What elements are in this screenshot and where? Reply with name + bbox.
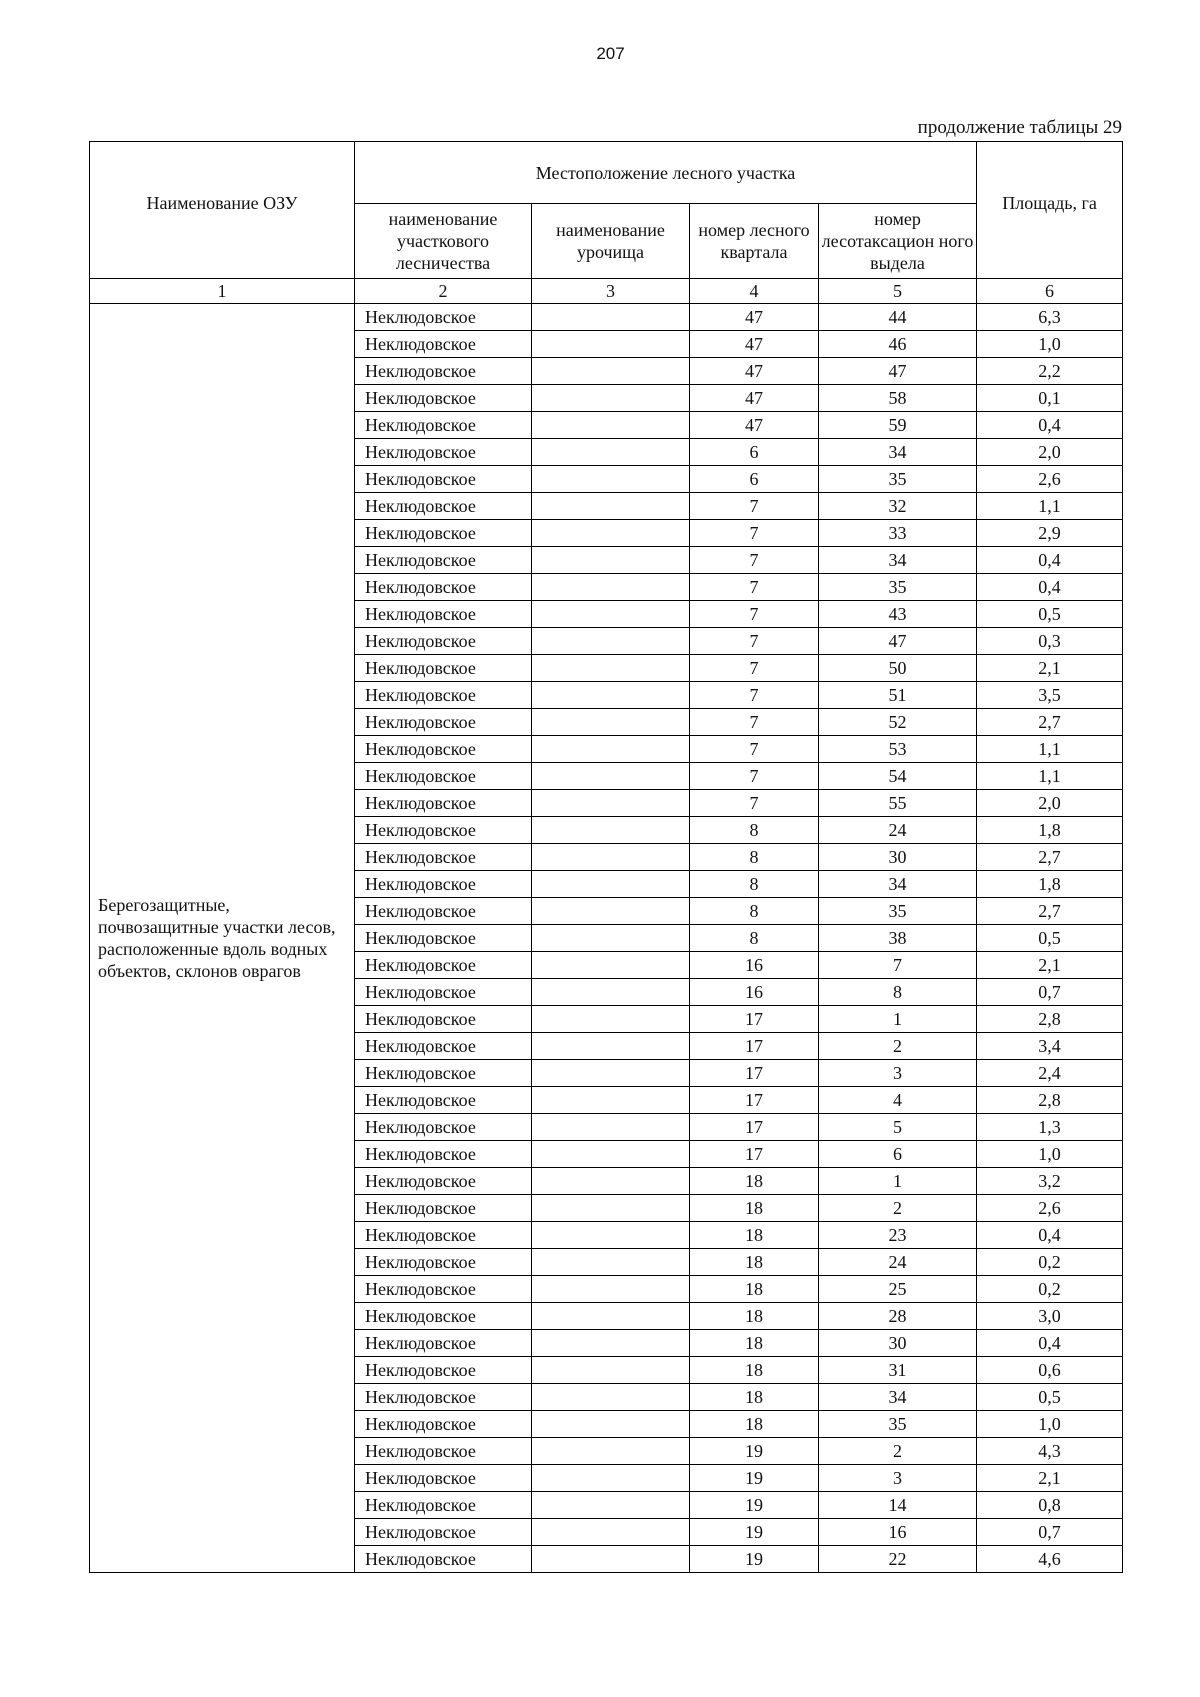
area-cell: 1,0 bbox=[977, 331, 1123, 358]
tract-cell bbox=[532, 1492, 690, 1519]
column-number: 4 bbox=[690, 279, 819, 304]
section-cell: 35 bbox=[819, 466, 977, 493]
forestry-cell: Неклюдовское bbox=[355, 655, 532, 682]
area-cell: 0,6 bbox=[977, 1357, 1123, 1384]
section-cell: 24 bbox=[819, 817, 977, 844]
section-cell: 50 bbox=[819, 655, 977, 682]
tract-cell bbox=[532, 1384, 690, 1411]
forestry-cell: Неклюдовское bbox=[355, 763, 532, 790]
forestry-cell: Неклюдовское bbox=[355, 574, 532, 601]
header-quarter: номер лесного квартала bbox=[690, 204, 819, 279]
tract-cell bbox=[532, 520, 690, 547]
quarter-cell: 7 bbox=[690, 601, 819, 628]
section-cell: 34 bbox=[819, 871, 977, 898]
section-cell: 28 bbox=[819, 1303, 977, 1330]
quarter-cell: 7 bbox=[690, 493, 819, 520]
tract-cell bbox=[532, 1330, 690, 1357]
tract-cell bbox=[532, 1141, 690, 1168]
tract-cell bbox=[532, 1411, 690, 1438]
forestry-cell: Неклюдовское bbox=[355, 1384, 532, 1411]
quarter-cell: 8 bbox=[690, 898, 819, 925]
quarter-cell: 19 bbox=[690, 1492, 819, 1519]
area-cell: 1,1 bbox=[977, 493, 1123, 520]
section-cell: 38 bbox=[819, 925, 977, 952]
tract-cell bbox=[532, 709, 690, 736]
area-cell: 0,7 bbox=[977, 1519, 1123, 1546]
forestry-cell: Неклюдовское bbox=[355, 466, 532, 493]
section-cell: 47 bbox=[819, 628, 977, 655]
area-cell: 2,7 bbox=[977, 844, 1123, 871]
forestry-cell: Неклюдовское bbox=[355, 520, 532, 547]
tract-cell bbox=[532, 898, 690, 925]
section-cell: 16 bbox=[819, 1519, 977, 1546]
tract-cell bbox=[532, 493, 690, 520]
area-cell: 0,4 bbox=[977, 412, 1123, 439]
section-cell: 3 bbox=[819, 1060, 977, 1087]
column-number: 6 bbox=[977, 279, 1123, 304]
quarter-cell: 18 bbox=[690, 1222, 819, 1249]
forestry-cell: Неклюдовское bbox=[355, 1330, 532, 1357]
section-cell: 22 bbox=[819, 1546, 977, 1573]
forestry-cell: Неклюдовское bbox=[355, 925, 532, 952]
header-area: Площадь, га bbox=[977, 142, 1123, 279]
tract-cell bbox=[532, 1060, 690, 1087]
tract-cell bbox=[532, 1465, 690, 1492]
tract-cell bbox=[532, 1438, 690, 1465]
tract-cell bbox=[532, 925, 690, 952]
forestry-cell: Неклюдовское bbox=[355, 385, 532, 412]
section-cell: 31 bbox=[819, 1357, 977, 1384]
section-cell: 51 bbox=[819, 682, 977, 709]
area-cell: 0,4 bbox=[977, 1222, 1123, 1249]
tract-cell bbox=[532, 871, 690, 898]
quarter-cell: 17 bbox=[690, 1087, 819, 1114]
tract-cell bbox=[532, 412, 690, 439]
area-cell: 1,1 bbox=[977, 763, 1123, 790]
forestry-cell: Неклюдовское bbox=[355, 1519, 532, 1546]
ozu-name-cell: Берегозащитные, почвозащитные участки лесов, расположенные вдоль водных объектов, склонов оврагов bbox=[90, 304, 355, 1573]
quarter-cell: 8 bbox=[690, 925, 819, 952]
forestry-cell: Неклюдовское bbox=[355, 1492, 532, 1519]
forestry-cell: Неклюдовское bbox=[355, 871, 532, 898]
quarter-cell: 18 bbox=[690, 1384, 819, 1411]
forestry-cell: Неклюдовское bbox=[355, 1087, 532, 1114]
area-cell: 6,3 bbox=[977, 304, 1123, 331]
section-cell: 34 bbox=[819, 1384, 977, 1411]
header-location: Местоположение лесного участка bbox=[355, 142, 977, 204]
forestry-cell: Неклюдовское bbox=[355, 1465, 532, 1492]
quarter-cell: 7 bbox=[690, 628, 819, 655]
area-cell: 1,8 bbox=[977, 871, 1123, 898]
tract-cell bbox=[532, 1114, 690, 1141]
forestry-cell: Неклюдовское bbox=[355, 898, 532, 925]
area-cell: 1,0 bbox=[977, 1411, 1123, 1438]
tract-cell bbox=[532, 682, 690, 709]
quarter-cell: 6 bbox=[690, 439, 819, 466]
tract-cell bbox=[532, 1168, 690, 1195]
tract-cell bbox=[532, 952, 690, 979]
area-cell: 0,5 bbox=[977, 925, 1123, 952]
section-cell: 35 bbox=[819, 1411, 977, 1438]
tract-cell bbox=[532, 1249, 690, 1276]
area-cell: 0,2 bbox=[977, 1276, 1123, 1303]
area-cell: 2,7 bbox=[977, 898, 1123, 925]
tract-cell bbox=[532, 628, 690, 655]
area-cell: 2,0 bbox=[977, 790, 1123, 817]
area-cell: 0,1 bbox=[977, 385, 1123, 412]
quarter-cell: 47 bbox=[690, 358, 819, 385]
quarter-cell: 16 bbox=[690, 979, 819, 1006]
area-cell: 2,4 bbox=[977, 1060, 1123, 1087]
quarter-cell: 18 bbox=[690, 1411, 819, 1438]
header-ozu-name: Наименование ОЗУ bbox=[90, 142, 355, 279]
column-number: 1 bbox=[90, 279, 355, 304]
area-cell: 0,5 bbox=[977, 1384, 1123, 1411]
quarter-cell: 8 bbox=[690, 844, 819, 871]
forestry-cell: Неклюдовское bbox=[355, 1411, 532, 1438]
section-cell: 24 bbox=[819, 1249, 977, 1276]
forestry-cell: Неклюдовское bbox=[355, 682, 532, 709]
tract-cell bbox=[532, 1195, 690, 1222]
forestry-cell: Неклюдовское bbox=[355, 439, 532, 466]
tract-cell bbox=[532, 1276, 690, 1303]
tract-cell bbox=[532, 358, 690, 385]
forestry-cell: Неклюдовское bbox=[355, 1195, 532, 1222]
quarter-cell: 47 bbox=[690, 385, 819, 412]
area-cell: 4,6 bbox=[977, 1546, 1123, 1573]
section-cell: 8 bbox=[819, 979, 977, 1006]
area-cell: 1,1 bbox=[977, 736, 1123, 763]
area-cell: 2,8 bbox=[977, 1006, 1123, 1033]
area-cell: 4,3 bbox=[977, 1438, 1123, 1465]
section-cell: 53 bbox=[819, 736, 977, 763]
forestry-cell: Неклюдовское bbox=[355, 1033, 532, 1060]
quarter-cell: 8 bbox=[690, 817, 819, 844]
area-cell: 0,2 bbox=[977, 1249, 1123, 1276]
quarter-cell: 16 bbox=[690, 952, 819, 979]
table-continuation-caption: продолжение таблицы 29 bbox=[917, 117, 1122, 138]
tract-cell bbox=[532, 331, 690, 358]
tract-cell bbox=[532, 1546, 690, 1573]
quarter-cell: 18 bbox=[690, 1249, 819, 1276]
quarter-cell: 7 bbox=[690, 790, 819, 817]
section-cell: 58 bbox=[819, 385, 977, 412]
tract-cell bbox=[532, 790, 690, 817]
quarter-cell: 6 bbox=[690, 466, 819, 493]
quarter-cell: 7 bbox=[690, 520, 819, 547]
forestry-cell: Неклюдовское bbox=[355, 304, 532, 331]
tract-cell bbox=[532, 1033, 690, 1060]
quarter-cell: 7 bbox=[690, 682, 819, 709]
tract-cell bbox=[532, 1222, 690, 1249]
section-cell: 34 bbox=[819, 439, 977, 466]
header-section: номер лесотаксацион ного выдела bbox=[819, 204, 977, 279]
forestry-cell: Неклюдовское bbox=[355, 1222, 532, 1249]
area-cell: 1,8 bbox=[977, 817, 1123, 844]
header-forestry: наименование участкового лесничества bbox=[355, 204, 532, 279]
section-cell: 33 bbox=[819, 520, 977, 547]
section-cell: 2 bbox=[819, 1033, 977, 1060]
area-cell: 3,0 bbox=[977, 1303, 1123, 1330]
quarter-cell: 18 bbox=[690, 1276, 819, 1303]
section-cell: 47 bbox=[819, 358, 977, 385]
quarter-cell: 18 bbox=[690, 1330, 819, 1357]
forestry-cell: Неклюдовское bbox=[355, 979, 532, 1006]
ozu-table bbox=[89, 141, 1123, 1573]
forestry-cell: Неклюдовское bbox=[355, 1546, 532, 1573]
section-cell: 4 bbox=[819, 1087, 977, 1114]
tract-cell bbox=[532, 763, 690, 790]
area-cell: 2,9 bbox=[977, 520, 1123, 547]
area-cell: 2,6 bbox=[977, 1195, 1123, 1222]
forestry-cell: Неклюдовское bbox=[355, 601, 532, 628]
quarter-cell: 18 bbox=[690, 1303, 819, 1330]
section-cell: 54 bbox=[819, 763, 977, 790]
tract-cell bbox=[532, 466, 690, 493]
quarter-cell: 17 bbox=[690, 1141, 819, 1168]
forestry-cell: Неклюдовское bbox=[355, 1303, 532, 1330]
area-cell: 1,3 bbox=[977, 1114, 1123, 1141]
tract-cell bbox=[532, 655, 690, 682]
area-cell: 0,4 bbox=[977, 547, 1123, 574]
quarter-cell: 18 bbox=[690, 1168, 819, 1195]
quarter-cell: 7 bbox=[690, 574, 819, 601]
column-number-row bbox=[90, 279, 1123, 304]
forestry-cell: Неклюдовское bbox=[355, 547, 532, 574]
header-tract: наименование урочища bbox=[532, 204, 690, 279]
quarter-cell: 19 bbox=[690, 1465, 819, 1492]
area-cell: 2,2 bbox=[977, 358, 1123, 385]
section-cell: 35 bbox=[819, 898, 977, 925]
column-number: 3 bbox=[532, 279, 690, 304]
tract-cell bbox=[532, 736, 690, 763]
tract-cell bbox=[532, 304, 690, 331]
section-cell: 6 bbox=[819, 1141, 977, 1168]
quarter-cell: 17 bbox=[690, 1060, 819, 1087]
quarter-cell: 47 bbox=[690, 331, 819, 358]
forestry-cell: Неклюдовское bbox=[355, 1249, 532, 1276]
forestry-cell: Неклюдовское bbox=[355, 1438, 532, 1465]
quarter-cell: 7 bbox=[690, 709, 819, 736]
section-cell: 14 bbox=[819, 1492, 977, 1519]
forestry-cell: Неклюдовское bbox=[355, 331, 532, 358]
quarter-cell: 17 bbox=[690, 1114, 819, 1141]
section-cell: 59 bbox=[819, 412, 977, 439]
quarter-cell: 47 bbox=[690, 412, 819, 439]
section-cell: 44 bbox=[819, 304, 977, 331]
quarter-cell: 18 bbox=[690, 1195, 819, 1222]
forestry-cell: Неклюдовское bbox=[355, 790, 532, 817]
forestry-cell: Неклюдовское bbox=[355, 844, 532, 871]
quarter-cell: 17 bbox=[690, 1006, 819, 1033]
tract-cell bbox=[532, 817, 690, 844]
tract-cell bbox=[532, 1303, 690, 1330]
tract-cell bbox=[532, 439, 690, 466]
section-cell: 30 bbox=[819, 844, 977, 871]
area-cell: 2,0 bbox=[977, 439, 1123, 466]
tract-cell bbox=[532, 1087, 690, 1114]
area-cell: 2,8 bbox=[977, 1087, 1123, 1114]
table-row bbox=[90, 304, 1123, 331]
tract-cell bbox=[532, 844, 690, 871]
tract-cell bbox=[532, 385, 690, 412]
section-cell: 32 bbox=[819, 493, 977, 520]
quarter-cell: 19 bbox=[690, 1519, 819, 1546]
section-cell: 52 bbox=[819, 709, 977, 736]
quarter-cell: 47 bbox=[690, 304, 819, 331]
section-cell: 1 bbox=[819, 1006, 977, 1033]
forestry-cell: Неклюдовское bbox=[355, 1141, 532, 1168]
quarter-cell: 8 bbox=[690, 871, 819, 898]
area-cell: 3,5 bbox=[977, 682, 1123, 709]
section-cell: 43 bbox=[819, 601, 977, 628]
forestry-cell: Неклюдовское bbox=[355, 1006, 532, 1033]
forestry-cell: Неклюдовское bbox=[355, 736, 532, 763]
table-body bbox=[90, 304, 1123, 1573]
area-cell: 2,7 bbox=[977, 709, 1123, 736]
tract-cell bbox=[532, 1357, 690, 1384]
area-cell: 1,0 bbox=[977, 1141, 1123, 1168]
section-cell: 25 bbox=[819, 1276, 977, 1303]
quarter-cell: 19 bbox=[690, 1438, 819, 1465]
section-cell: 35 bbox=[819, 574, 977, 601]
column-number: 5 bbox=[819, 279, 977, 304]
forestry-cell: Неклюдовское bbox=[355, 358, 532, 385]
tract-cell bbox=[532, 601, 690, 628]
tract-cell bbox=[532, 1519, 690, 1546]
area-cell: 0,4 bbox=[977, 574, 1123, 601]
forestry-cell: Неклюдовское bbox=[355, 1276, 532, 1303]
forestry-cell: Неклюдовское bbox=[355, 952, 532, 979]
section-cell: 5 bbox=[819, 1114, 977, 1141]
page-number: 207 bbox=[596, 44, 625, 63]
area-cell: 0,8 bbox=[977, 1492, 1123, 1519]
section-cell: 55 bbox=[819, 790, 977, 817]
area-cell: 3,2 bbox=[977, 1168, 1123, 1195]
section-cell: 46 bbox=[819, 331, 977, 358]
section-cell: 2 bbox=[819, 1438, 977, 1465]
quarter-cell: 17 bbox=[690, 1033, 819, 1060]
section-cell: 7 bbox=[819, 952, 977, 979]
forestry-cell: Неклюдовское bbox=[355, 817, 532, 844]
section-cell: 30 bbox=[819, 1330, 977, 1357]
area-cell: 2,1 bbox=[977, 655, 1123, 682]
tract-cell bbox=[532, 547, 690, 574]
area-cell: 3,4 bbox=[977, 1033, 1123, 1060]
area-cell: 0,7 bbox=[977, 979, 1123, 1006]
section-cell: 34 bbox=[819, 547, 977, 574]
forestry-cell: Неклюдовское bbox=[355, 412, 532, 439]
area-cell: 2,1 bbox=[977, 1465, 1123, 1492]
tract-cell bbox=[532, 979, 690, 1006]
section-cell: 23 bbox=[819, 1222, 977, 1249]
area-cell: 2,6 bbox=[977, 466, 1123, 493]
quarter-cell: 7 bbox=[690, 763, 819, 790]
quarter-cell: 18 bbox=[690, 1357, 819, 1384]
area-cell: 0,4 bbox=[977, 1330, 1123, 1357]
column-number: 2 bbox=[355, 279, 532, 304]
tract-cell bbox=[532, 574, 690, 601]
forestry-cell: Неклюдовское bbox=[355, 1357, 532, 1384]
section-cell: 1 bbox=[819, 1168, 977, 1195]
forestry-cell: Неклюдовское bbox=[355, 1114, 532, 1141]
forestry-cell: Неклюдовское bbox=[355, 1168, 532, 1195]
quarter-cell: 7 bbox=[690, 547, 819, 574]
forestry-cell: Неклюдовское bbox=[355, 709, 532, 736]
area-cell: 2,1 bbox=[977, 952, 1123, 979]
area-cell: 0,5 bbox=[977, 601, 1123, 628]
quarter-cell: 7 bbox=[690, 736, 819, 763]
quarter-cell: 19 bbox=[690, 1546, 819, 1573]
tract-cell bbox=[532, 1006, 690, 1033]
section-cell: 3 bbox=[819, 1465, 977, 1492]
forestry-cell: Неклюдовское bbox=[355, 628, 532, 655]
forestry-cell: Неклюдовское bbox=[355, 1060, 532, 1087]
quarter-cell: 7 bbox=[690, 655, 819, 682]
area-cell: 0,3 bbox=[977, 628, 1123, 655]
section-cell: 2 bbox=[819, 1195, 977, 1222]
forestry-cell: Неклюдовское bbox=[355, 493, 532, 520]
